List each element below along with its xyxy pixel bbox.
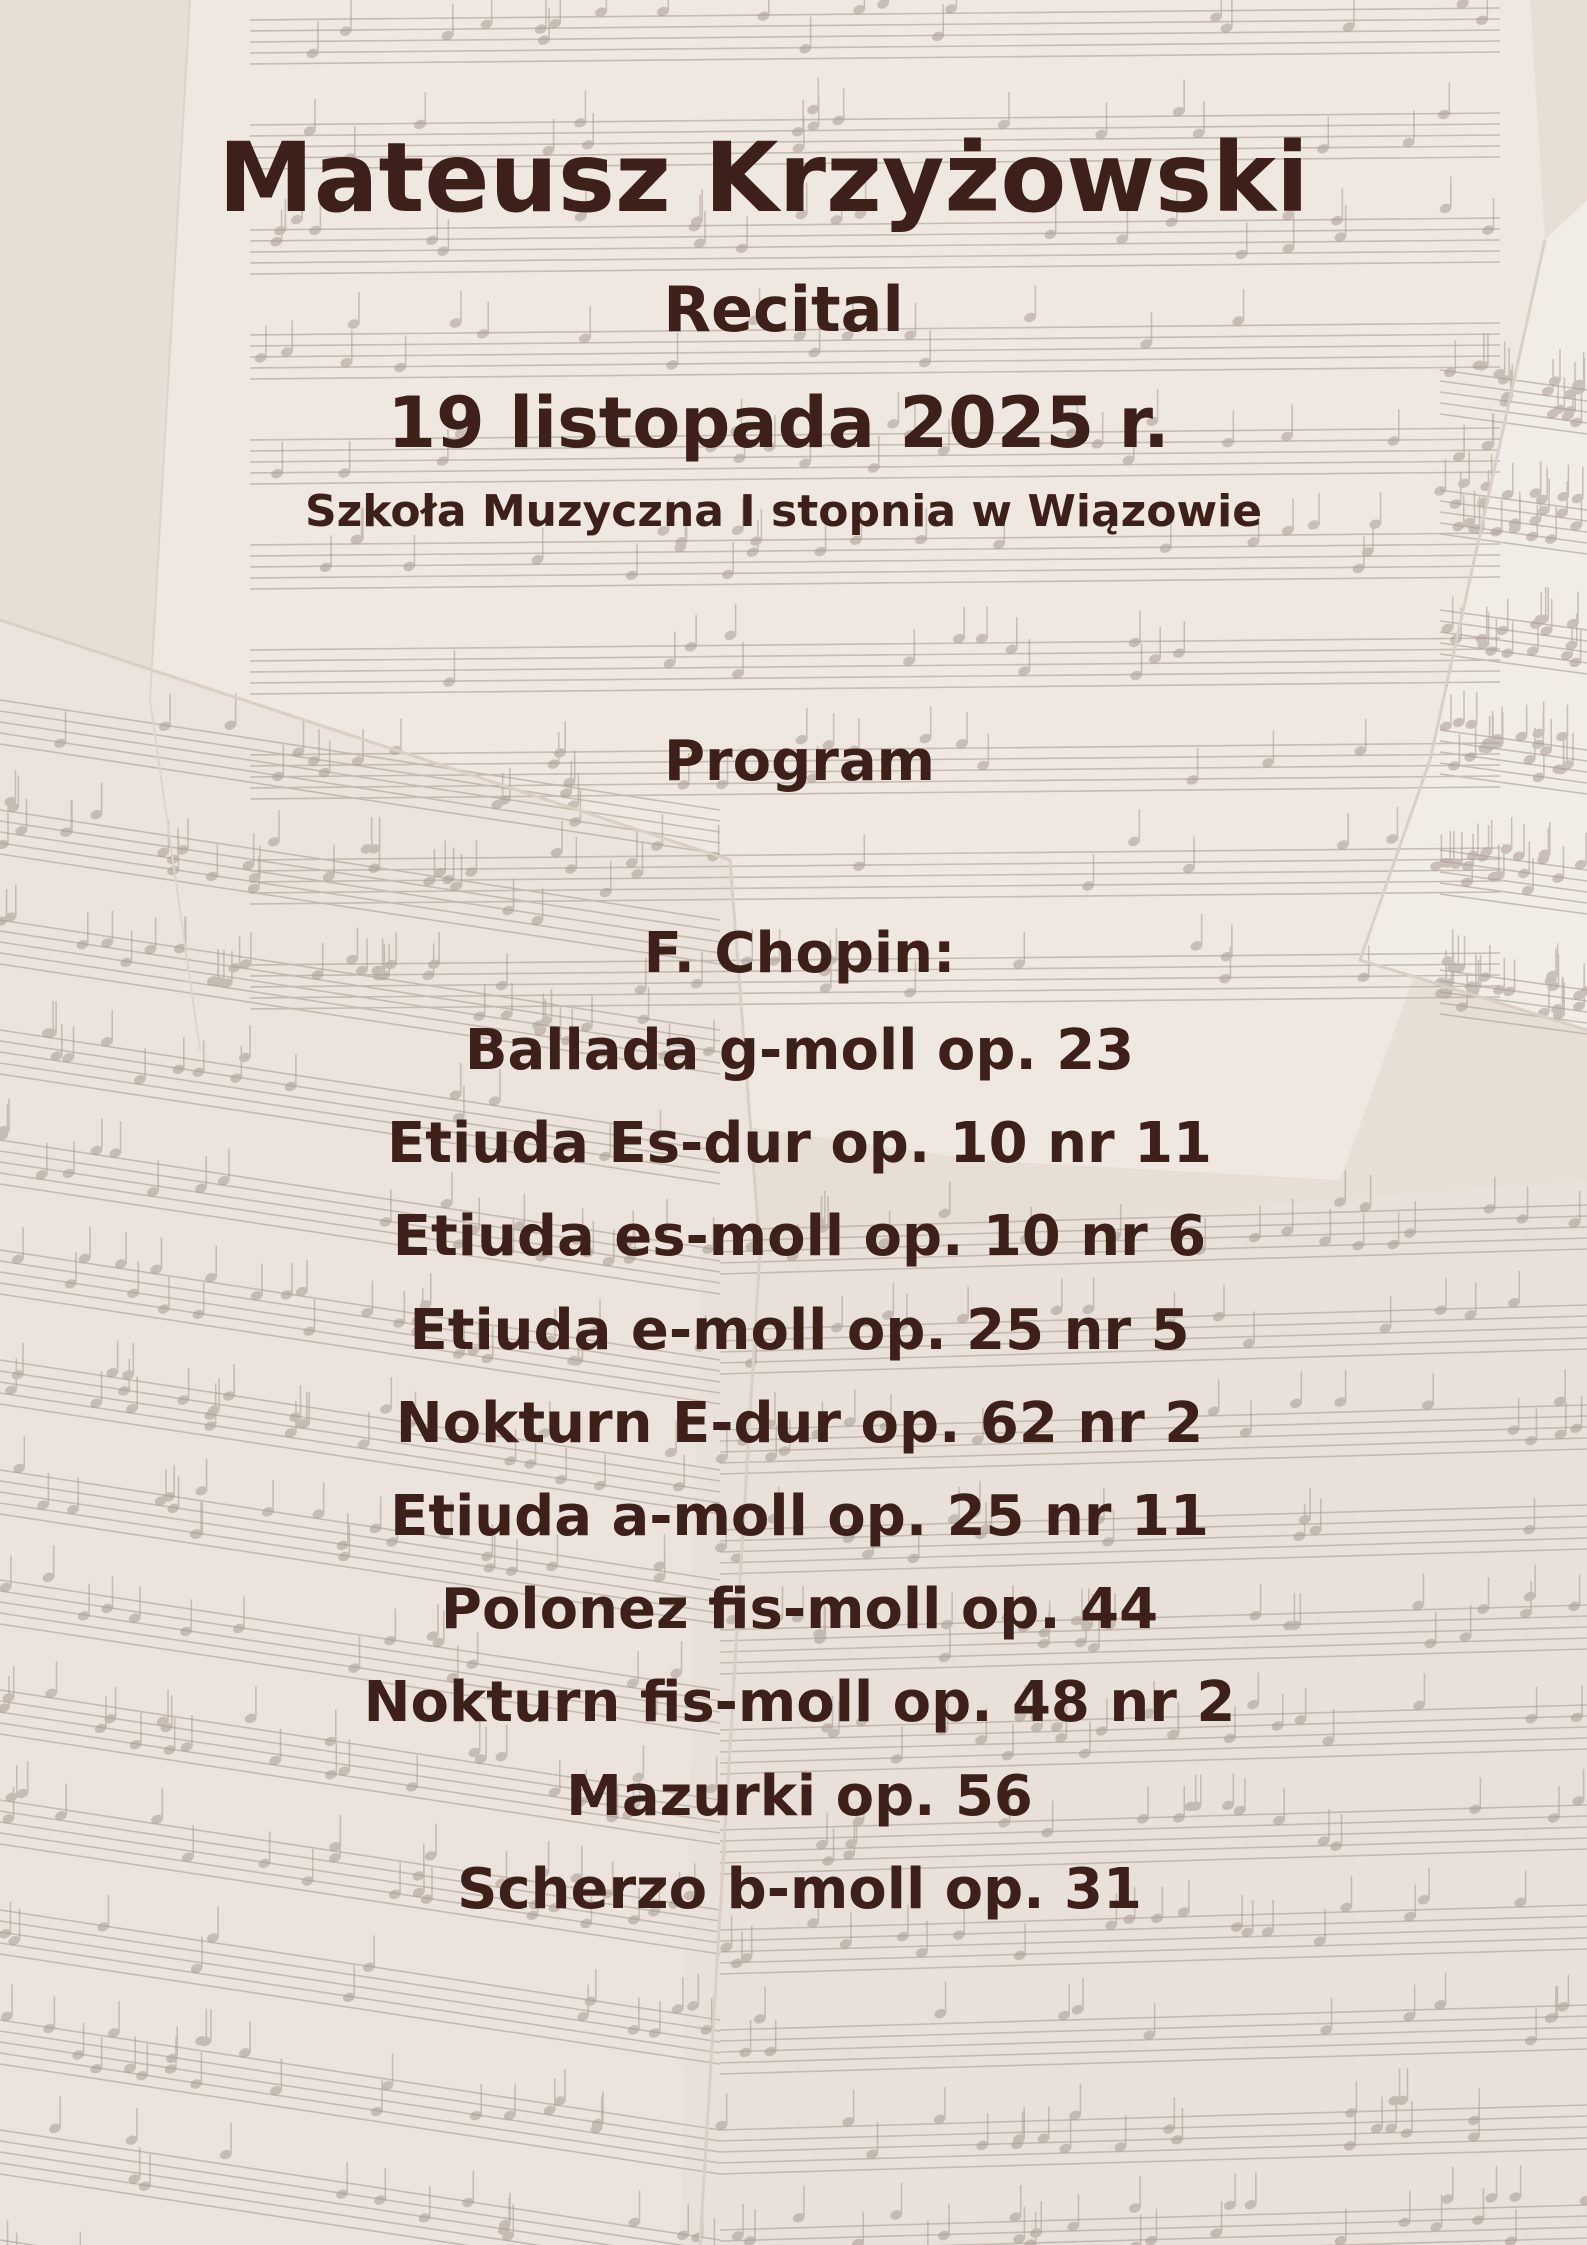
program-list <box>6 1004 1587 1936</box>
program-heading: Program <box>664 729 935 794</box>
program-item: Nokturn E-dur op. 62 nr 2 <box>395 1390 1204 1456</box>
program-item: Etiuda e-moll op. 25 nr 5 <box>409 1297 1190 1363</box>
program-item: Etiuda es-moll op. 10 nr 6 <box>392 1204 1207 1270</box>
event-date: 19 listopada 2025 r. <box>387 382 1170 464</box>
program-item: Nokturn fis-moll op. 48 nr 2 <box>363 1670 1236 1736</box>
event-venue: Szkoła Muzyczna I stopnia w Wiązowie <box>304 486 1263 537</box>
performer-name: Mateusz Krzyżowski <box>218 122 1309 234</box>
program-item: Polonez fis-moll op. 44 <box>440 1577 1159 1643</box>
event-type: Recital <box>663 273 904 346</box>
composer-name: F. Chopin: <box>643 921 956 986</box>
program-item: Scherzo b-moll op. 31 <box>457 1856 1142 1922</box>
program-item: Etiuda a-moll op. 25 nr 11 <box>390 1483 1209 1549</box>
program-item: Etiuda Es-dur op. 10 nr 11 <box>386 1111 1212 1177</box>
program-item: Mazurki op. 56 <box>566 1763 1033 1829</box>
program-item: Ballada g-moll op. 23 <box>464 1018 1135 1083</box>
